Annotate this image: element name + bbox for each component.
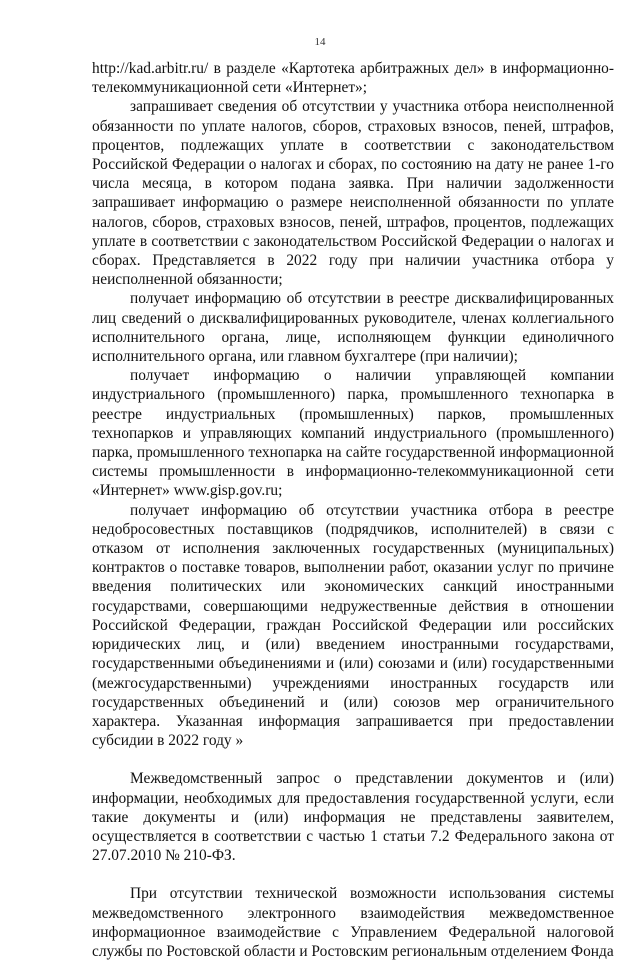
paragraph-disqualified-persons: получает информацию об отсутствии в реестре дисквалифицированных лиц сведений о дисквалифицированных руководителе, членах коллегиального исполнительного органа, лице, исполняющем функции единоличного исполнительного органа, или главном бухгалтере (при наличии);	[92, 290, 614, 366]
paragraph-kad-arbitr: http://kad.arbitr.ru/ в разделе «Картотека арбитражных дел» в информационно-телекоммуникационной сети «Интернет»;	[92, 60, 614, 97]
paragraph-industrial-park: получает информацию о наличии управляющей компании индустриального (промышленного) парка, промышленного технопарка в реестре индустриальных (промышленных) парков, промышленных технопарков и управляющих компаний индустриального (промышленного) парка, промышленного технопарка на сайте государственной информационной системы промышленности в информационно-телекоммуникационной сети «Интернет» www.gisp.gov.ru;	[92, 367, 614, 500]
paragraph-technical-possibility: При отсутствии технической возможности использования системы межведомственного электронного взаимодействия межведомственное информационное взаимодействие с Управлением Федеральной налоговой службы по Ростовской области и Ростовским региональным отделением Фонда	[92, 885, 614, 960]
paragraph-tax-debt: запрашивает сведения об отсутствии у участника отбора неисполненной обязанности по уплате налогов, сборов, страховых взносов, пеней, штрафов, процентов, подлежащих уплате в соответствии с законодательством Российской Федерации о налогах и сборах, по состоянию на дату не ранее 1-го числа месяца, в котором подана заявка. При наличии задолженности запрашивает информацию о размере неисполненной обязанности по уплате налогов, сборов, страховых взносов, пеней, штрафов, процентов, подлежащих уплате в соответствии с законодательством Российской Федерации о налогах и сборах. Представляется в 2022 году при наличии участника отбора у неисполненной обязанности;	[92, 98, 614, 289]
paragraph-unscrupulous-suppliers: получает информацию об отсутствии участника отбора в реестре недобросовестных поставщиков (подрядчиков, исполнителей) в связи с отказом от исполнения заключенных государственных (муниципальных) контрактов о поставке товаров, выполнении работ, оказании услуг по причине введения политических или экономических санкций иностранными государствами, совершающими недружественные действия в отношении Российской Федерации, граждан Российской Федерации или российских юридических лиц, и (или) введением иностранными государствами, государственными объединениями и (или) союзами и (или) государственными (межгосударственными) учреждениями иностранных государств или государственных объединений и (или) союзов мер ограничительного характера. Указанная информация запрашивается при предоставлении субсидии в 2022 году »	[92, 501, 614, 750]
paragraph-interagency-request: Межведомственный запрос о представлении документов и (или) информации, необходимых для предоставления государственной услуги, если такие документы и (или) информация не представлены заявителем, осуществляется в соответствии с частью 1 статьи 7.2 Федерального закона от 27.07.2010 № 210-ФЗ.	[92, 770, 614, 865]
page-number: 14	[314, 36, 326, 48]
document-body	[92, 59, 614, 961]
